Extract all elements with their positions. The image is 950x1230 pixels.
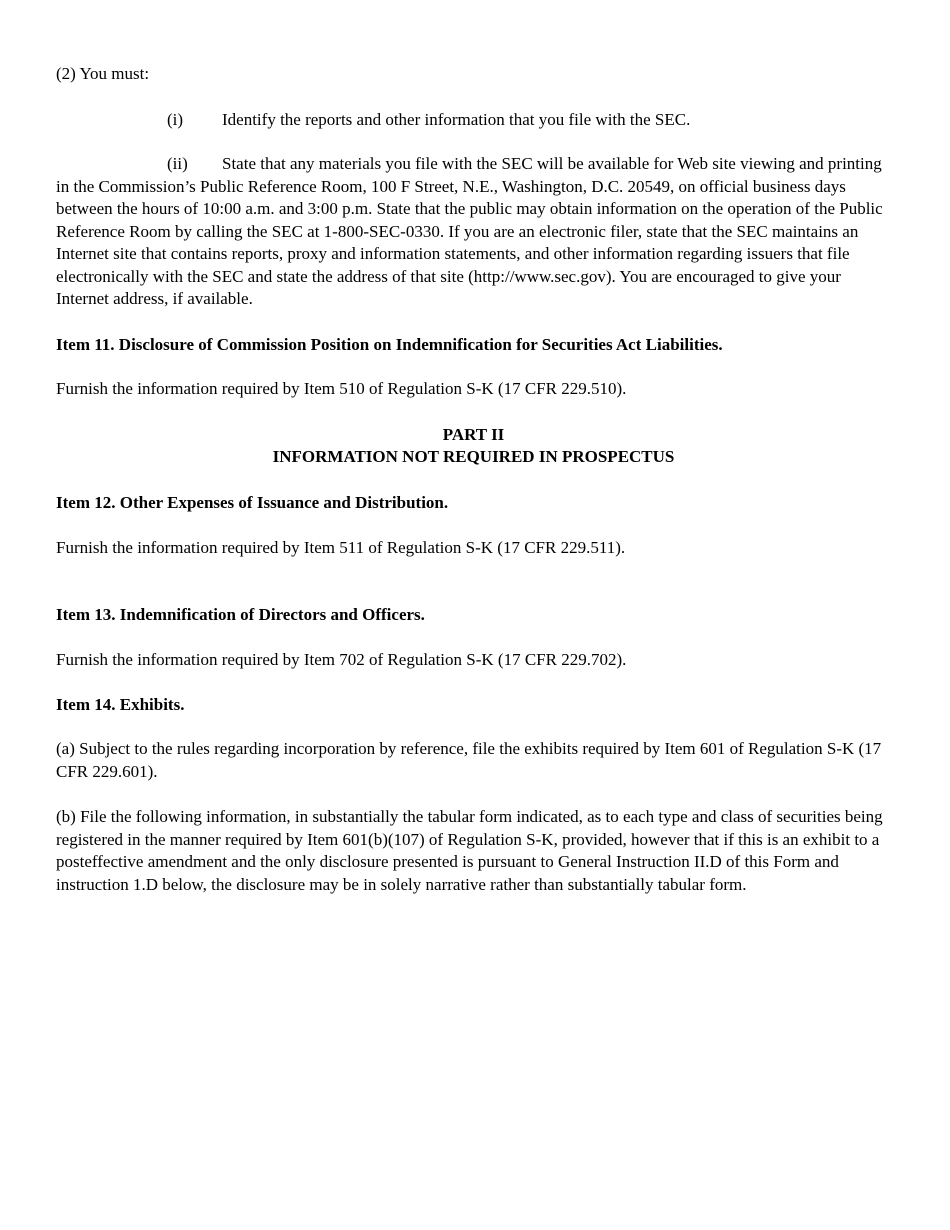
item-14-paragraph-b: (b) File the following information, in substantially the tabular form indicated, as to each type and class of securities being registered in the manner required by Item 601(b)(107) of Regulation S-K, provided, however that if this is an exhibit to a posteffective amendment and the only disclosure presented is pursuant to General Instruction II.D of this Form and instruction 1.D below, the disclosure may be in solely narrative rather than substantially tabular form. bbox=[56, 807, 883, 894]
part-ii-title: PART II bbox=[442, 424, 505, 444]
part-ii-header bbox=[56, 424, 891, 469]
part-ii-subtitle: INFORMATION NOT REQUIRED IN PROSPECTUS bbox=[272, 447, 675, 466]
item-14-heading: Item 14. Exhibits. bbox=[56, 694, 185, 714]
item-14-paragraph-a: (a) Subject to the rules regarding incorporation by reference, file the exhibits required by Item 601 of Regulation S-K (17 CFR 229.601). bbox=[56, 739, 882, 781]
document-page bbox=[56, 63, 891, 896]
list-item-i-number: (i) bbox=[167, 109, 184, 129]
item-11-text: Furnish the information required by Item 510 of Regulation S-K (17 CFR 229.510). bbox=[56, 379, 627, 398]
item-12-heading: Item 12. Other Expenses of Issuance and Distribution. bbox=[56, 492, 449, 512]
list-item-ii-number: (ii) bbox=[167, 154, 188, 173]
list-item-i bbox=[56, 109, 891, 132]
intro-line: (2) You must: bbox=[56, 64, 150, 83]
list-item-ii bbox=[56, 153, 891, 311]
list-item-i-text: Identify the reports and other information that you file with the SEC. bbox=[222, 109, 691, 129]
list-item-ii-text: State that any materials you file with the SEC will be available for Web site viewing and printing in the Commission’s Public Reference Room, 100 F Street, N.E., Washington, D.C. 20549, on official business days between the hours of 10:00 a.m. and 3:00 p.m. State that the public may obtain information on the operation of the Public Reference Room by calling the SEC at 1-800-SEC-0330. If you are an electronic filer, state that the SEC maintains an Internet site that contains reports, proxy and information statements, and other information regarding issuers that file electronically with the SEC and state the address of that site (http://www.sec.gov). You are encouraged to give your Internet address, if available. bbox=[56, 154, 883, 308]
item-13-heading: Item 13. Indemnification of Directors and Officers. bbox=[56, 604, 425, 624]
item-13-text: Furnish the information required by Item 702 of Regulation S-K (17 CFR 229.702). bbox=[56, 650, 627, 669]
item-11-heading: Item 11. Disclosure of Commission Position on Indemnification for Securities Act Liabilities. bbox=[56, 334, 723, 354]
item-12-text: Furnish the information required by Item 511 of Regulation S-K (17 CFR 229.511). bbox=[56, 538, 626, 557]
